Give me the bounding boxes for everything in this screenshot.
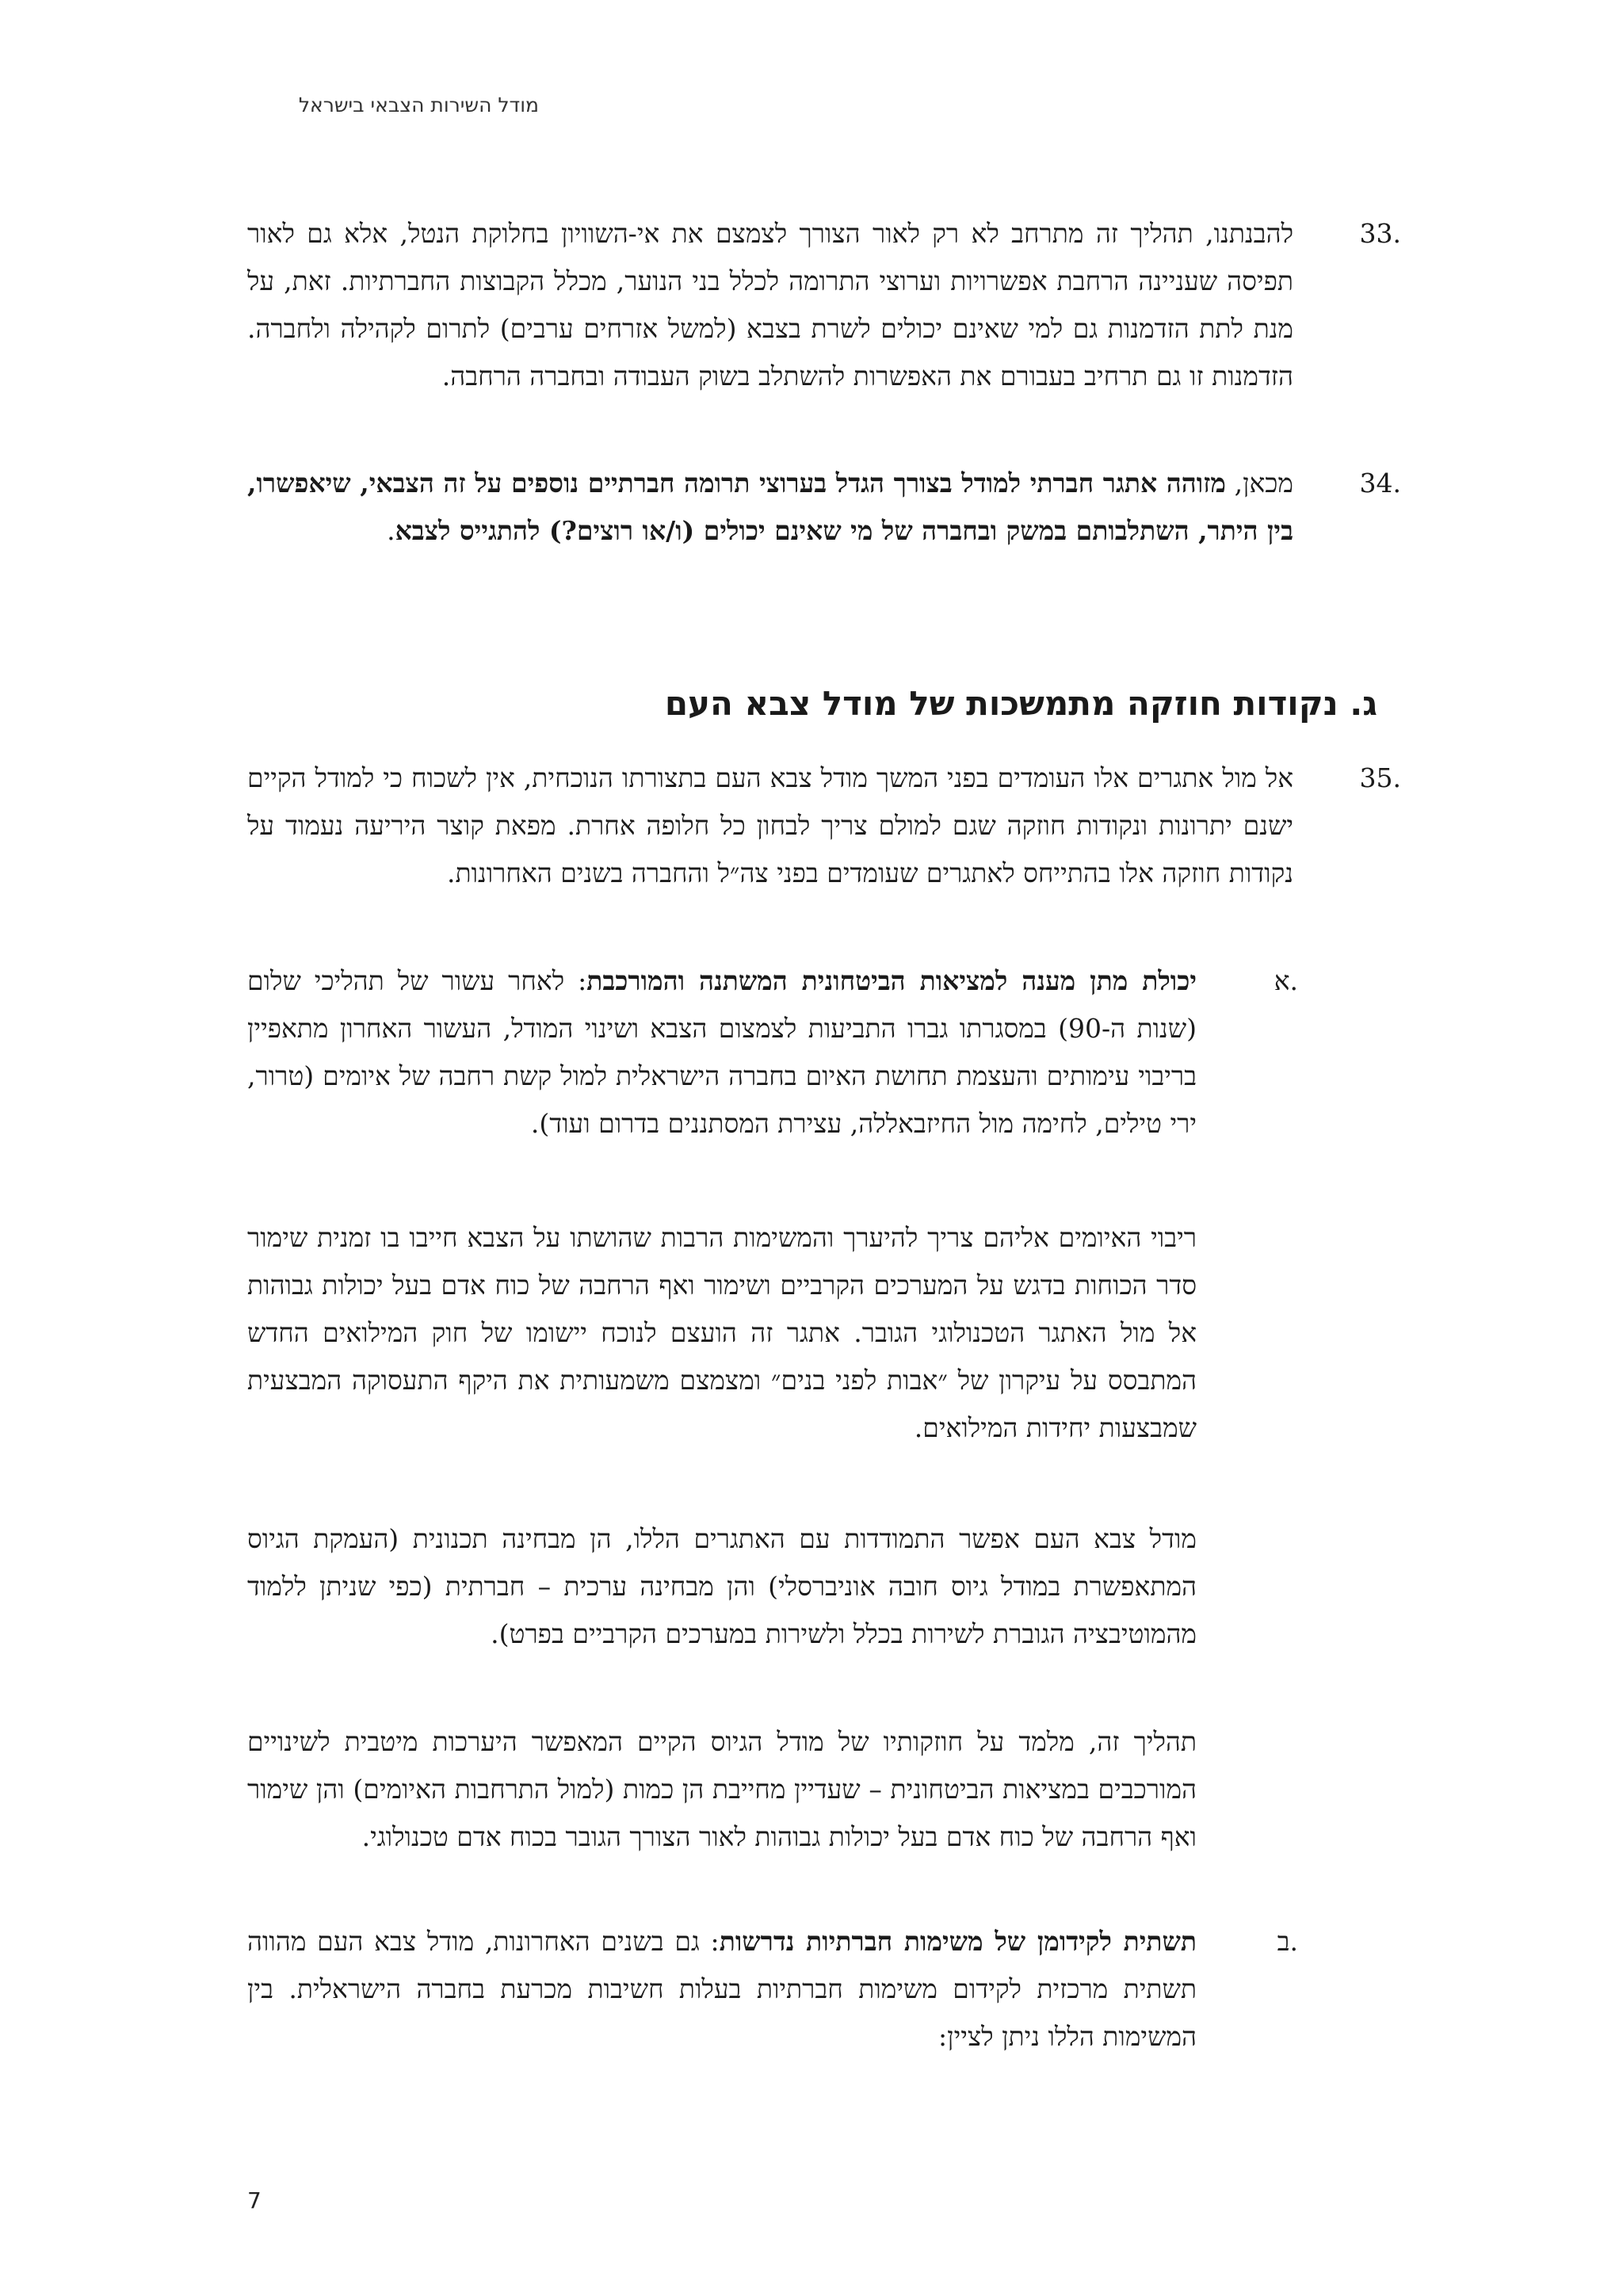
subitem-a-paragraph-2: ריבוי האיומים אליהם צריך להיערך והמשימות הרבות שהושתו על הצבא חייבו בו זמנית שימור סדר הכוחות בדגש על המערכים הקרביים ושימור ואף הרחבה של כוח אדם בעל יכולות גבוהות אל מול האתגר הטכנולוגי הגובר. אתגר זה הועצם לנוכח יישומו של חוק המילואים החדש המתבסס על עיקרון של ״אבות לפני בנים״ ומצמצם משמעותית את היקף התעסוקה המבצעית שמבצעות יחידות המילואים. [247,1222,1197,1443]
subitem-b-text: : גם בשנים האחרונות, מודל צבא העם מהווה תשתית מרכזית לקידום משימות חברתיות בעלות חשיבות מכרעת בחברה הישראלית. בין המשימות הללו ניתן לציין: [247,1926,1197,2052]
paragraph-34-tail: . [387,515,395,546]
subitem-a-paragraph-4: תהליך זה, מלמד על חוזקותיו של מודל הגיוס הקיים המאפשר היערכות מיטבית לשינויים המורכבים במציאות הביטחונית – שעדיין מחייבת הן כמות (למול התרחבות האיומים) והן שימור ואף הרחבה של כוח אדם בעל יכולות גבוהות לאור הצורך הגובר בכוח אדם טכנולוגי. [247,1726,1197,1852]
paragraph-number-35: 35. [1359,762,1401,793]
page-number: 7 [247,2187,262,2214]
section-heading: ג. נקודות חוזקה מתמשכות של מודל צבא העם [664,684,1377,723]
paragraph-number-33: 33. [1359,218,1401,249]
subitem-letter-a: א. [1274,965,1298,996]
paragraph-33: להבנתנו, תהליך זה מתרחב לא רק לאור הצורך לצמצם את אי-השוויון בחלוקת הנטל, אלא גם לאור תפיסה שעניינה הרחבת אפשרויות וערוצי התרומה לכלל בני הנוער, מכלל הקבוצות החברתיות. זאת, על מנת לתת הזדמנות גם למי שאינם יכולים לשרת בצבא (למשל אזרחים ערבים) לתרום לקהילה ולחברה. הזדמנות זו גם תרחיב בעבורם את האפשרות להשתלב בשוק העבודה ובחברה הרחבה. [247,218,1293,392]
subitem-a-text: : לאחר עשור של תהליכי שלום (שנות ה-90) במסגרתו גברו התביעות לצמצום הצבא ושינוי המודל, העשור האחרון מתאפיין בריבוי עימותים והעצמת תחושת האיום בחברה הישראלית למול קשת רחבה של איומים (טרור, ירי טילים, לחימה מול החיזבאללה, עצירת המסתננים בדרום ועוד). [247,965,1197,1139]
subitem-b-title: תשתית לקידומן של משימות חברתיות נדרשות [719,1926,1197,1957]
subitem-b [247,1918,1197,2061]
paragraph-34-emphasis: מזוהה אתגר חברתי למודל בצורך הגדל בערוצי תרומה חברתיים נוספים על זה הצבאי, שיאפשרו, בין היתר, השתלבותם במשק ובחברה של מי שאינם יכולים (ו/או רוצים?) להתגייס לצבא [247,468,1293,546]
running-header: מודל השירות הצבאי בישראל [298,94,539,117]
paragraph-35: אל מול אתגרים אלו העומדים בפני המשך מודל צבא העם בתצורתו הנוכחית, אין לשכוח כי למודל הקיים ישנם יתרונות ונקודות חוזקה שגם למולם צריך לבחון כל חלופה אחרת. מפאת קוצר היריעה נעמוד על נקודות חוזקה אלו בהתייחס לאתגרים שעומדים בפני צה״ל והחברה בשנים האחרונות. [247,762,1293,888]
subitem-letter-b: ב. [1277,1926,1298,1957]
subitem-a-title: יכולת מתן מענה למציאות הביטחונית המשתנה והמורכבת [586,965,1197,996]
subitem-a-paragraph-3: מודל צבא העם אפשר התמודדות עם האתגרים הללו, הן מבחינה תכנונית (העמקת הגיוס המתאפשרת במודל גיוס חובה אוניברסלי) והן מבחינה ערכית – חברתית (כפי שניתן ללמוד מהמוטיבציה הגוברת לשירות בכלל ולשירות במערכים הקרביים בפרט). [247,1523,1197,1649]
subitem-a [247,957,1197,1148]
paragraph-34-lead: מכאן, [1225,468,1293,499]
paragraph-34 [247,460,1293,555]
paragraph-number-34: 34. [1359,468,1401,499]
